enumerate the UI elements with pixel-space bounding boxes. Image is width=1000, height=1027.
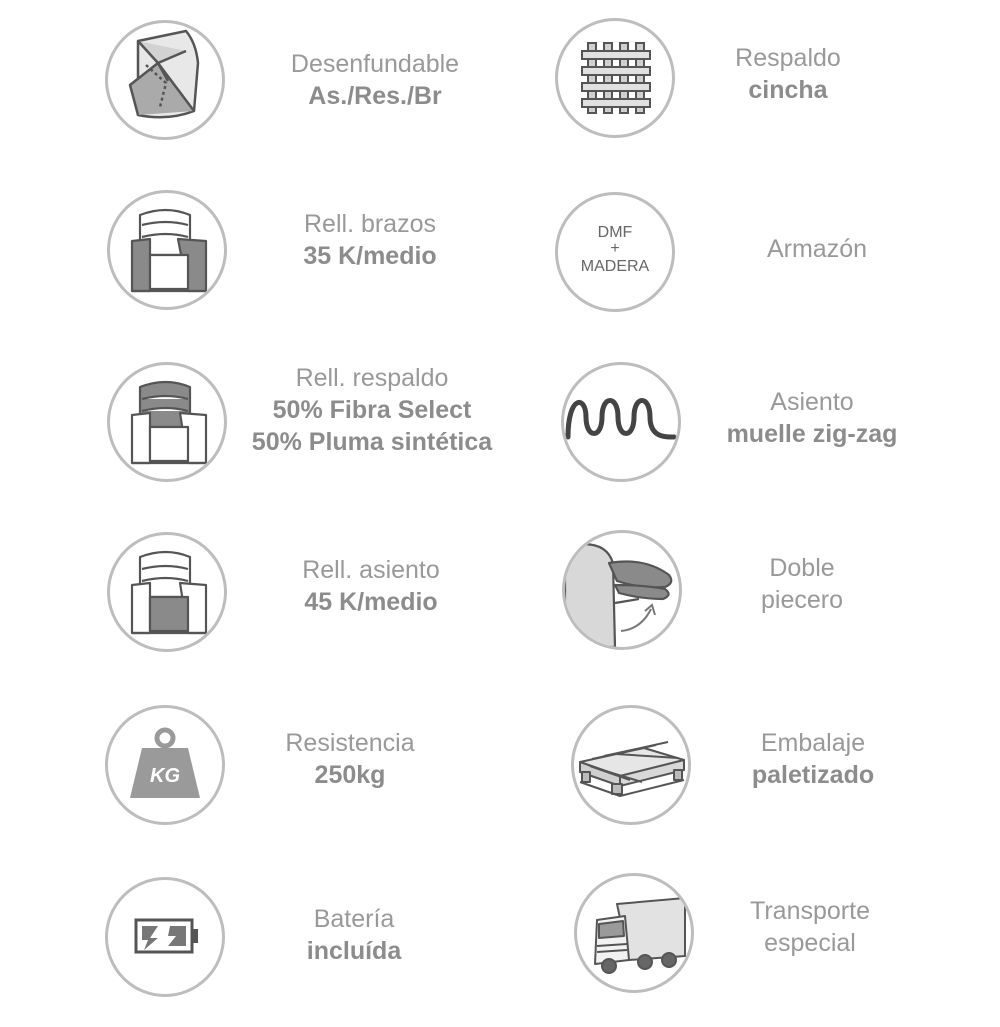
feature-title: Embalaje xyxy=(760,729,866,757)
feature-value: 45 K/medio xyxy=(304,588,438,616)
feature-respaldo xyxy=(555,18,1000,168)
feature-doble-piecero xyxy=(562,530,1000,680)
feature-value: muelle zig-zag xyxy=(726,420,898,448)
feature-bateria xyxy=(105,877,585,1027)
icon-text-dmf: DMF xyxy=(597,224,633,241)
feature-label xyxy=(220,727,480,791)
feature-value: As./Res./Br xyxy=(308,82,442,110)
feature-label xyxy=(683,727,943,791)
feature-title: Resistencia xyxy=(285,729,415,757)
battery-icon xyxy=(105,877,225,997)
feature-label xyxy=(245,48,505,112)
pallet-icon xyxy=(571,705,691,825)
feature-value: piecero xyxy=(761,586,843,614)
feature-label xyxy=(237,362,507,458)
feature-armazon xyxy=(555,192,1000,342)
feature-value-2: 50% Pluma sintética xyxy=(251,428,493,456)
feature-value: incluída xyxy=(306,937,402,965)
icon-text-kg: KG xyxy=(150,765,180,787)
feature-value: 35 K/medio xyxy=(303,242,437,270)
truck-icon xyxy=(574,873,694,993)
dmf-madera-icon xyxy=(555,192,675,312)
feature-rell-asiento xyxy=(107,532,587,682)
feature-label xyxy=(682,386,942,450)
feature-value: 250kg xyxy=(314,761,386,789)
weight-kg-icon xyxy=(105,705,225,825)
feature-title: Respaldo xyxy=(735,44,841,72)
removable-cover-icon xyxy=(105,20,225,140)
feature-label xyxy=(241,554,501,618)
feature-label xyxy=(672,552,932,616)
feature-desenfundable xyxy=(105,20,585,170)
armchair-arms-icon xyxy=(107,190,227,310)
feature-value: especial xyxy=(764,929,856,957)
webbing-icon xyxy=(555,18,675,138)
icon-text-madera: MADERA xyxy=(580,258,650,275)
feature-label xyxy=(680,895,940,959)
feature-title: Rell. respaldo xyxy=(295,364,449,392)
feature-label xyxy=(224,903,484,967)
feature-embalaje xyxy=(571,705,1000,855)
feature-transporte xyxy=(574,873,1000,1023)
feature-value: 50% Fibra Select xyxy=(272,396,472,424)
double-footrest-icon xyxy=(562,530,682,650)
feature-title: Rell. asiento xyxy=(302,556,440,584)
armchair-back-icon xyxy=(107,362,227,482)
feature-rell-brazos xyxy=(107,190,587,340)
feature-title: Armazón xyxy=(766,235,868,263)
feature-title: Transporte xyxy=(750,897,870,925)
feature-title: Doble xyxy=(769,554,835,582)
feature-title: Rell. brazos xyxy=(304,210,436,238)
feature-resistencia xyxy=(105,705,585,855)
feature-asiento xyxy=(561,362,1000,512)
feature-rell-respaldo xyxy=(107,362,587,512)
feature-label xyxy=(658,42,918,106)
feature-value: paletizado xyxy=(751,761,875,789)
armchair-seat-icon xyxy=(107,532,227,652)
feature-label xyxy=(687,233,947,265)
zigzag-spring-icon xyxy=(561,362,681,482)
feature-title: Desenfundable xyxy=(290,50,460,78)
feature-title: Batería xyxy=(313,905,395,933)
feature-label xyxy=(240,208,500,272)
icon-text-plus: + xyxy=(610,240,620,257)
feature-value: cincha xyxy=(748,76,828,104)
feature-title: Asiento xyxy=(770,388,854,416)
